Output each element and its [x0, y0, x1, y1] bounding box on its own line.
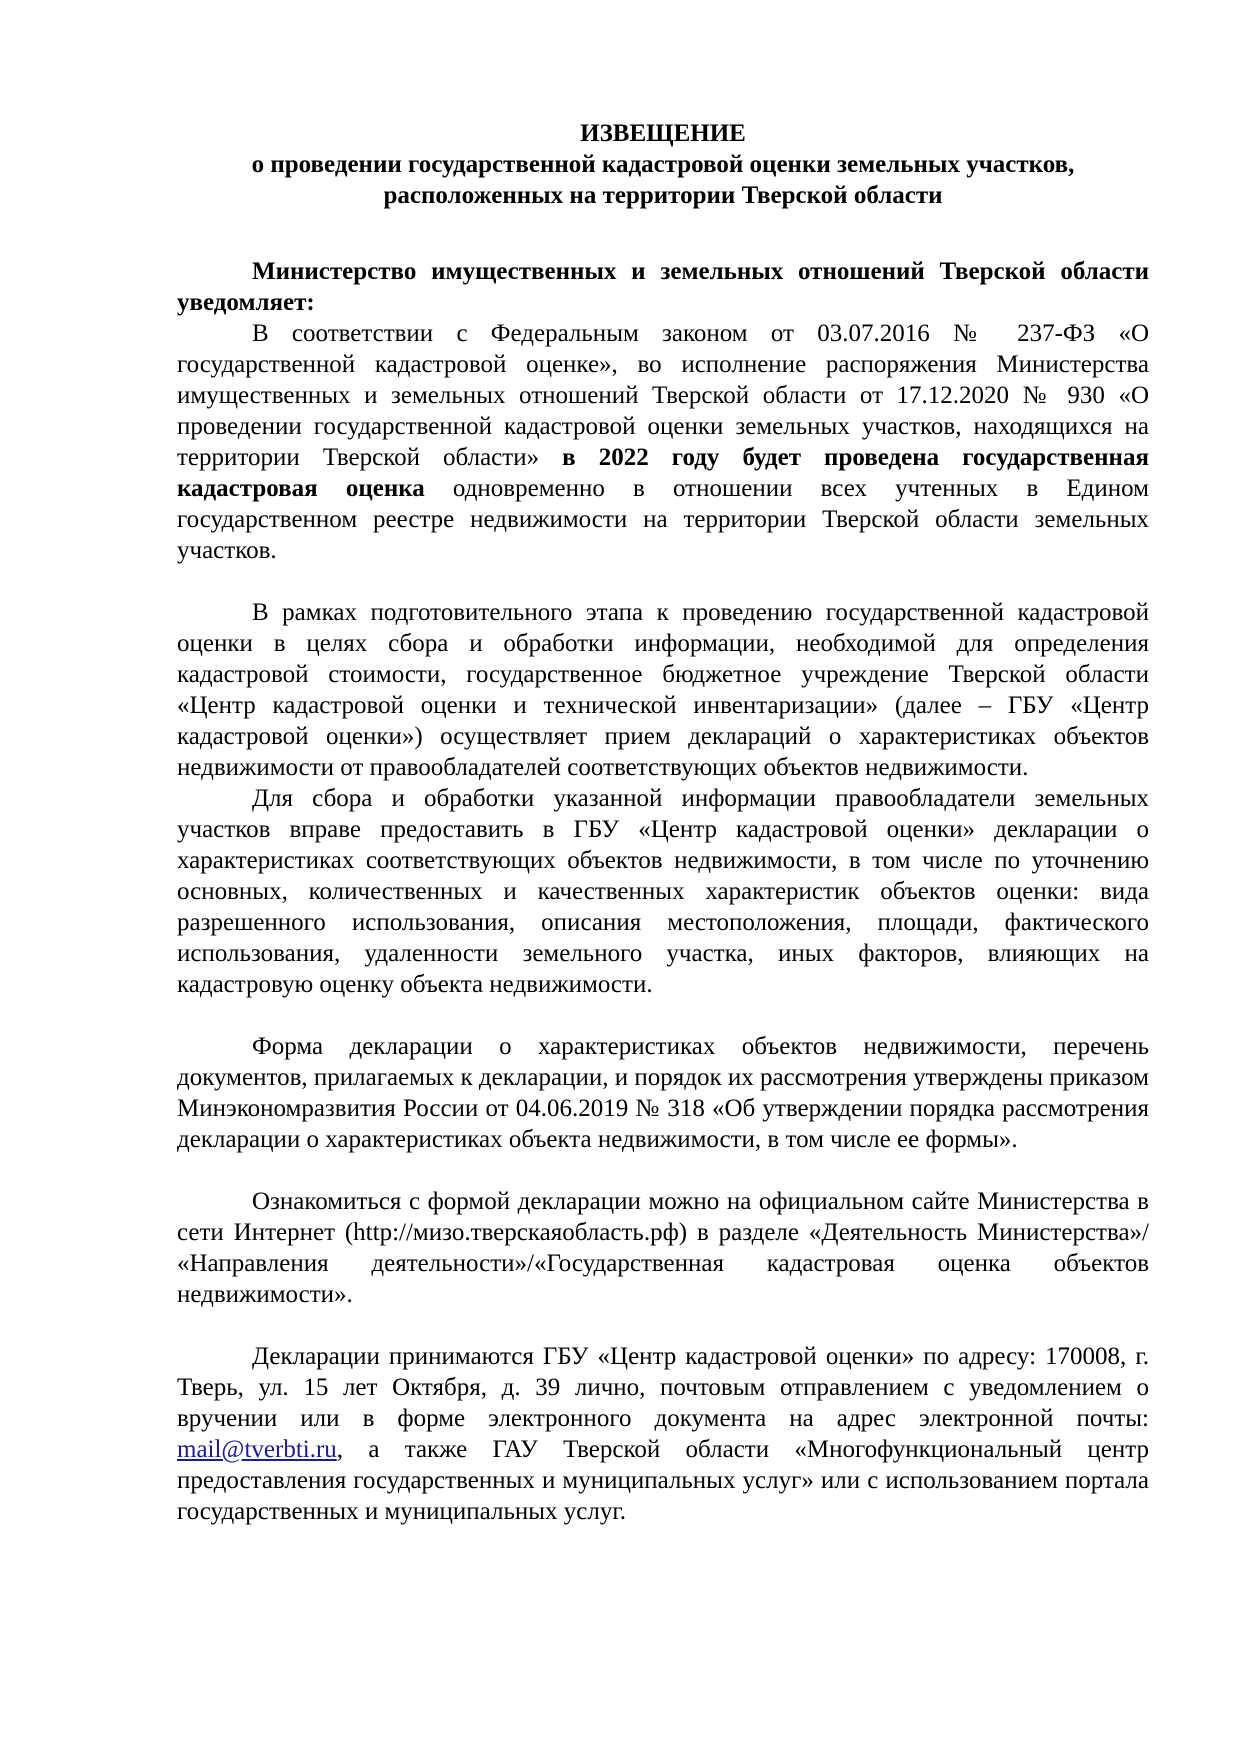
document-page [177, 118, 1149, 1527]
legal-basis-bold: в 2022 году будет проведена государственная кадастровая оценка [177, 444, 1149, 502]
page-title: ИЗВЕЩЕНИЕ [580, 120, 746, 147]
paragraph-submission-address [177, 1341, 1149, 1527]
paragraph-preparation-stage: В рамках подготовительного этапа к проведению государственной кадастровой оценки в целях сбора и обработки информации, необходимой для определения кадастровой стоимости, государственное бюджетное учреждение Тверской области «Центр кадастровой оценки и технической инвентаризации» (далее – ГБУ «Центр кадастровой оценки») осуществляет прием деклараций о характеристиках объектов недвижимости от правообладателей соответствующих объектов недвижимости. [177, 599, 1149, 781]
paragraph-website-info: Ознакомиться с формой декларации можно на официальном сайте Министерства в сети Интернет (http://мизо.тверскаяобласть.рф) в разделе «Деятельность Министерства»/ «Направления деятельности»/«Государственная кадастровая оценка объектов недвижимости». [177, 1188, 1149, 1308]
submission-text-a: Декларации принимаются ГБУ «Центр кадастровой оценки» по адресу: 170008, г. Тверь, ул. 15 лет Октября, д. 39 лично, почтовым отправлением с уведомлением о вручении или в форме электронного документа на адрес электронной почты: [177, 1343, 1149, 1432]
paragraph-ministry-notice [177, 256, 1149, 318]
legal-basis-text-c: одновременно в отношении всех учтенных в Едином государственном реестре недвижимости на территории Тверской области земельных участков. [177, 475, 1150, 564]
subtitle-line-1: о проведении государственной кадастровой оценки земельных участков, [251, 151, 1075, 178]
spacer [177, 1310, 1149, 1341]
spacer [177, 1155, 1149, 1186]
submission-text-b: , а также ГАУ Тверской области «Многофункциональный центр предоставления государственных и муниципальных услуг» или с использованием портала государственных и муниципальных услуг. [177, 1436, 1149, 1525]
paragraph-declaration-form: Форма декларации о характеристиках объектов недвижимости, перечень документов, прилагаемых к декларации, и порядок их рассмотрения утверждены приказом Минэкономразвития России от 04.06.2019 № 318 «Об утверждении порядка рассмотрения декларации о характеристиках объекта недвижимости, в том числе ее формы». [177, 1033, 1149, 1153]
paragraph-declarations-right: Для сбора и обработки указанной информации правообладатели земельных участков вправе предоставить в ГБУ «Центр кадастровой оценки» декларации о характеристиках соответствующих объектов недвижимости, в том числе по уточнению основных, количественных и качественных характеристик объектов оценки: вида разрешенного использования, описания местоположения, площади, фактического использования, удаленности земельного участка, иных факторов, влияющих на кадастровую оценку объекта недвижимости. [177, 785, 1149, 998]
paragraph-legal-basis [177, 318, 1149, 566]
ministry-notice-bold: Министерство имущественных и земельных отношений Тверской области уведомляет: [177, 258, 1149, 316]
title-block [177, 118, 1149, 211]
email-link[interactable]: mail@tverbti.ru [177, 1436, 337, 1463]
spacer [177, 1000, 1149, 1031]
subtitle-line-2: расположенных на территории Тверской области [383, 182, 943, 209]
spacer [177, 566, 1149, 597]
legal-basis-text-a: В соответствии с Федеральным законом от 03.07.2016 № 237-ФЗ «О государственной кадастровой оценке», во исполнение распоряжения Министерства имущественных и земельных отношений Тверской области от 17.12.2020 № 930 «О проведении государственной кадастровой оценки земельных участков, находящихся на территории Тверской области» [177, 320, 1149, 471]
spacer [177, 211, 1149, 256]
